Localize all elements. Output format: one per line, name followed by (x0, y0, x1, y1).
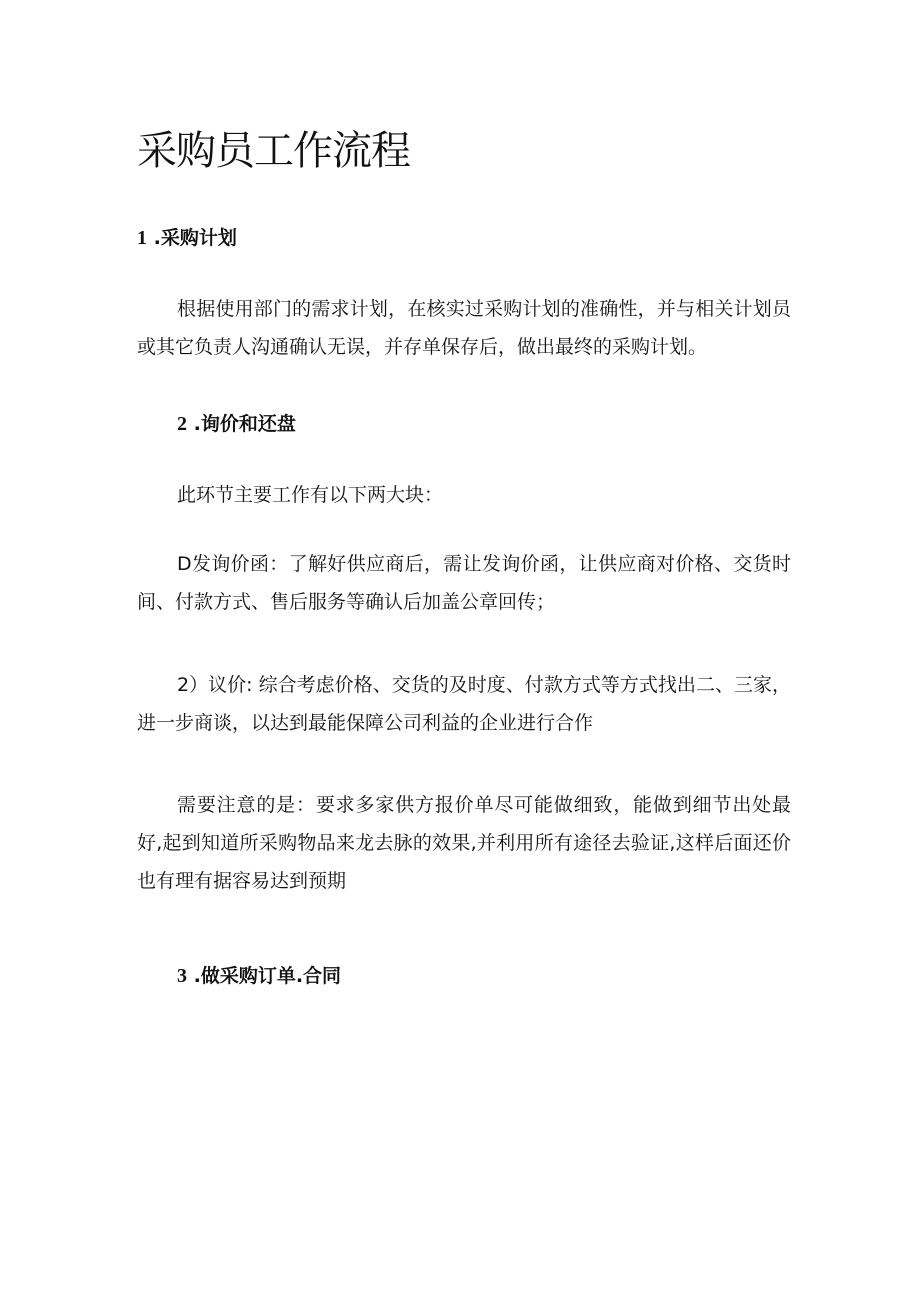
section-number: 1 (137, 227, 147, 249)
section-heading-1 (137, 224, 237, 252)
paragraph-purchase-plan: 根据使用部门的需求计划，在核实过采购计划的准确性，并与相关计划员或其它负责人沟通确认无误，并存单保存后，做出最终的采购计划。 (137, 298, 791, 358)
section-heading-2 (177, 410, 296, 438)
section-title: .询价和还盘 (193, 413, 296, 435)
paragraph-notice: 需要注意的是：要求多家供方报价单尽可能做细致，能做到细节出处最好,起到知道所采购物品来龙去脉的效果,并利用所有途径去验证,这样后面还价也有理有据容易达到预期 (137, 794, 791, 892)
paragraph-negotiation: 2）议价: 综合考虑价格、交货的及时度、付款方式等方式找出二、三家，进一步商谈，以达到最能保障公司利益的企业进行合作 (137, 674, 791, 734)
section-title: .做采购订单.合同 (193, 965, 342, 987)
paragraph-intro: 此环节主要工作有以下两大块： (177, 484, 444, 506)
section-heading-3 (177, 962, 341, 990)
section-number: 2 (177, 413, 187, 435)
section-number: 3 (177, 965, 187, 987)
section-title: .采购计划 (153, 227, 237, 249)
paragraph-inquiry-letter: D发询价函：了解好供应商后，需让发询价函，让供应商对价格、交货时间、付款方式、售后服务等确认后加盖公章回传； (137, 553, 791, 613)
document-title: 采购员工作流程 (137, 128, 410, 174)
